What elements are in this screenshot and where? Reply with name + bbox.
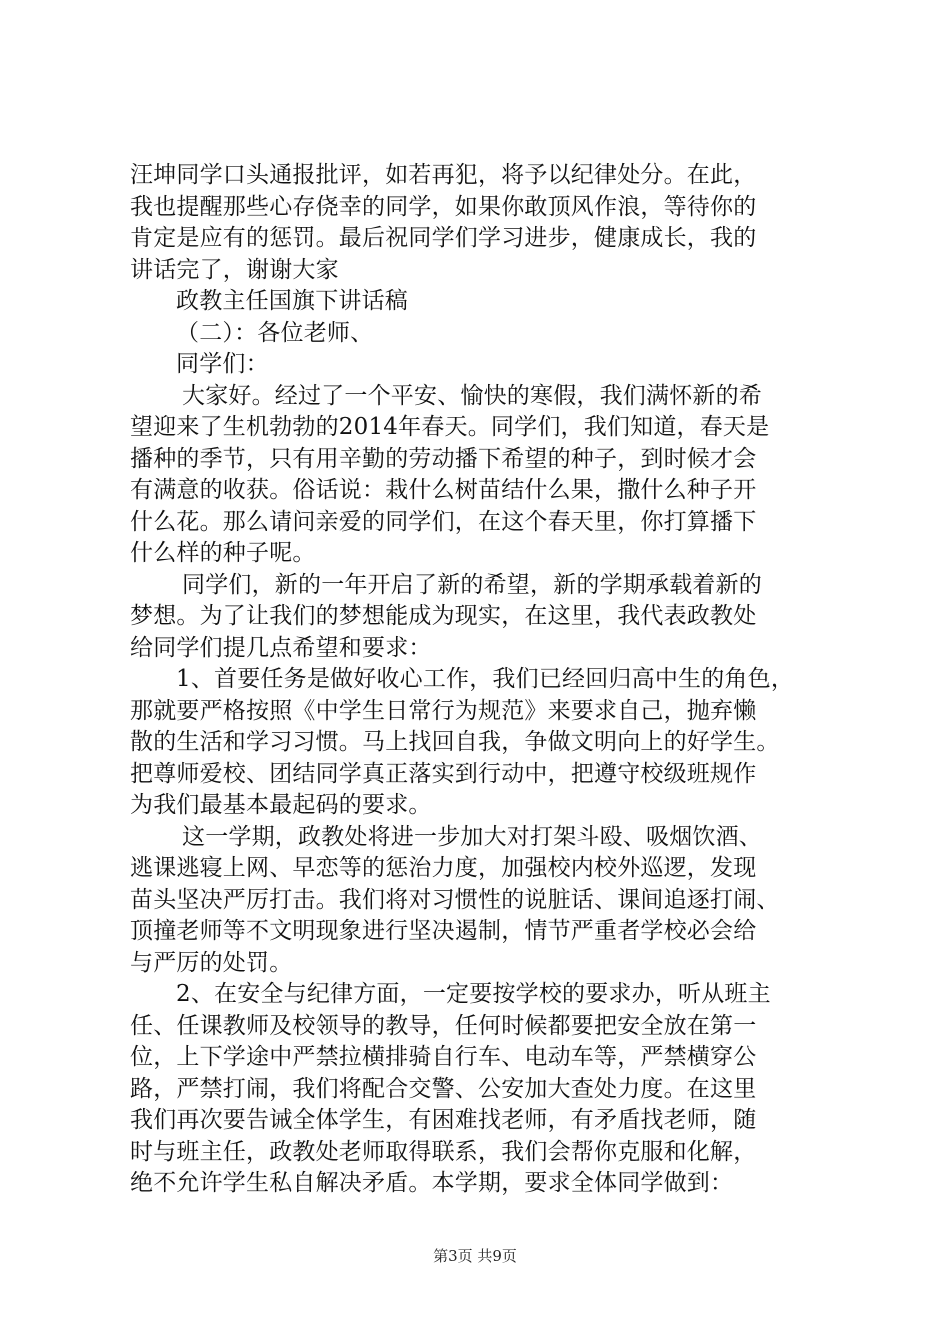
text-line: 路，严禁打闹，我们将配合交警、公安加大查处力度。在这里 [130, 1075, 757, 1102]
text-line: 时与班主任，政教处老师取得联系，我们会帮你克服和化解， [130, 1138, 757, 1165]
text-line: 给同学们提几点希望和要求： [130, 634, 432, 661]
text-line: 有满意的收获。俗话说：栽什么树苗结什么果，撒什么种子开 [130, 477, 757, 503]
text-line: 为我们最基本最起码的要求。 [130, 792, 432, 818]
text-line: 播种的季节，只有用辛勤的劳动播下希望的种子，到时候才会 [130, 445, 757, 472]
body-text [130, 160, 830, 1200]
text-line: 这一学期，政教处将进一步加大对打架斗殴、吸烟饮酒、 [182, 823, 762, 850]
section-title: 政教主任国旗下讲话稿 [176, 288, 408, 314]
text-line: 与严厉的处罚。 [130, 949, 293, 976]
text-line: 逃课逃寝上网、早恋等的惩治力度，加强校内校外巡逻，发现 [130, 855, 757, 881]
page-footer: 第3页 共9页 [433, 1247, 517, 1265]
text-line: 肯定是应有的惩罚。最后祝同学们学习进步，健康成长，我的 [130, 225, 757, 251]
text-line: 讲话完了，谢谢大家 [130, 256, 339, 283]
text-line: 大家好。经过了一个平安、愉快的寒假，我们满怀新的希 [182, 382, 762, 409]
text-line: 我们再次要告诫全体学生，有困难找老师，有矛盾找老师，随 [130, 1107, 757, 1133]
text-line: 绝不允许学生私自解决矛盾。本学期，要求全体同学做到： [130, 1170, 734, 1196]
text-line: 把尊师爱校、团结同学真正落实到行动中，把遵守校级班规作 [130, 760, 757, 787]
text-line: 什么样的种子呢。 [130, 540, 316, 566]
text-line: 2、在安全与纪律方面，一定要按学校的要求办，听从班主 [176, 981, 771, 1007]
text-line: 望迎来了生机勃勃的2014年春天。同学们，我们知道，春天是 [130, 414, 770, 440]
text-line: 那就要严格按照《中学生日常行为规范》来要求自己，抛弃懒 [130, 697, 757, 724]
text-line: 我也提醒那些心存侥幸的同学，如果你敢顶风作浪，等待你的 [130, 193, 757, 220]
salutation-line: 同学们： [176, 351, 269, 377]
text-line: 同学们，新的一年开启了新的希望，新的学期承载着新的 [182, 571, 762, 598]
text-line: 什么花。那么请问亲爱的同学们，在这个春天里，你打算播下 [130, 508, 757, 535]
text-line: 位，上下学途中严禁拉横排骑自行车、电动车等，严禁横穿公 [130, 1044, 757, 1070]
text-line: 汪坤同学口头通报批评，如若再犯，将予以纪律处分。在此， [130, 162, 757, 188]
salutation-line: （二）：各位老师、 [176, 319, 374, 346]
text-line: 苗头坚决严厉打击。我们将对习惯性的说脏话、课间追逐打闹、 [130, 886, 780, 913]
text-line: 梦想。为了让我们的梦想能成为现实，在这里，我代表政教处 [130, 603, 757, 629]
text-line: 1、首要任务是做好收心工作，我们已经回归高中生的角色， [176, 666, 795, 692]
text-line: 顶撞老师等不文明现象进行坚决遏制，情节严重者学校必会给 [130, 918, 757, 944]
text-line: 任、任课教师及校领导的教导，任何时候都要把安全放在第一 [130, 1012, 757, 1039]
text-line: 散的生活和学习习惯。马上找回自我，争做文明向上的好学生。 [130, 729, 780, 755]
